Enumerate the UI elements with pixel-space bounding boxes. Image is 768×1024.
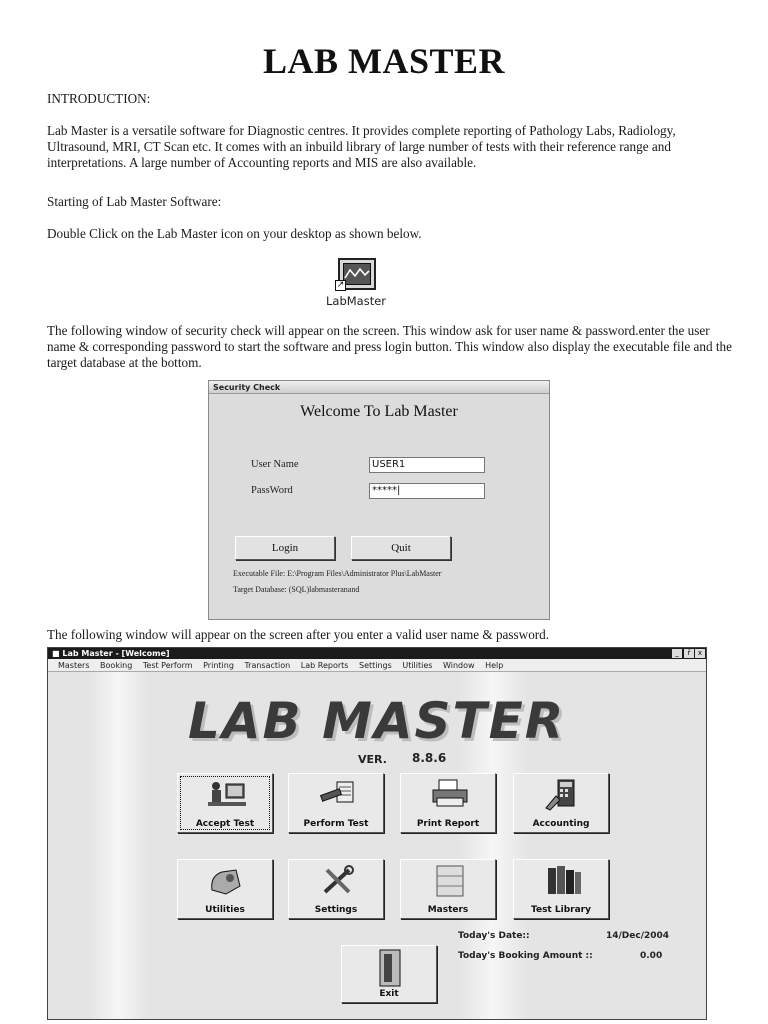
menu-help[interactable]: Help (485, 661, 504, 670)
tile-label: Exit (379, 989, 399, 999)
password-field[interactable]: *****| (369, 483, 485, 499)
wrench-icon (317, 864, 359, 898)
double-click-instruction: Double Click on the Lab Master icon on your desktop as shown below. (47, 226, 422, 241)
shortcut-arrow-icon: ↗ (336, 280, 345, 290)
password-label: PassWord (251, 485, 293, 496)
version-label: VER. (358, 753, 387, 766)
app-icon: ■ (52, 649, 63, 658)
lab-master-main-window (47, 647, 707, 1020)
menu-settings[interactable]: Settings (358, 661, 392, 670)
tile-label: Print Report (416, 819, 480, 829)
starting-heading: Starting of Lab Master Software: (47, 194, 222, 209)
perform-test-button[interactable] (288, 773, 384, 833)
todays-date-value: 14/Dec/2004 (606, 931, 670, 941)
restore-icon[interactable]: ř (684, 649, 694, 658)
tile-label: Accounting (532, 819, 590, 829)
lab-master-logo: LAB MASTER (188, 692, 566, 750)
security-instruction: The following window of security check will appear on the screen. This window ask for user name & password.enter the user name & corresponding password to start the software and press login button. This window also display the executable file and the target database at the bottom. (47, 323, 732, 370)
minimize-icon[interactable]: _ (672, 649, 682, 658)
tile-label: Settings (314, 905, 358, 915)
masters-button[interactable] (400, 859, 496, 919)
todays-date-label: Today's Date:: (458, 931, 530, 941)
exit-door-icon (370, 948, 412, 988)
utilities-icon (206, 864, 248, 898)
tile-label: Utilities (205, 905, 245, 915)
tile-label: Test Library (531, 905, 591, 915)
settings-button[interactable] (288, 859, 384, 919)
version-number: 8.8.6 (412, 751, 447, 765)
after-login-instruction: The following window will appear on the screen after you enter a valid user name & password. (47, 627, 550, 642)
booking-amount-value: 0.00 (640, 951, 663, 961)
accounting-button[interactable] (513, 773, 609, 833)
print-report-button[interactable] (400, 773, 496, 833)
username-field[interactable]: USER1 (369, 457, 485, 473)
welcome-heading: Welcome To Lab Master (300, 403, 458, 420)
menu-test-perform[interactable]: Test Perform (142, 661, 193, 670)
test-library-button[interactable] (513, 859, 609, 919)
menu-masters[interactable]: Masters (58, 661, 90, 670)
security-check-dialog (208, 380, 550, 620)
page-title: LAB MASTER (262, 41, 506, 81)
background-decoration (88, 672, 148, 1020)
menu-transaction[interactable]: Transaction (244, 661, 291, 670)
intro-heading: INTRODUCTION: (47, 91, 151, 106)
username-label: User Name (251, 459, 299, 470)
quit-button[interactable]: Quit (351, 536, 451, 560)
target-database-info: Target Database: (SQL)labmasteranand (233, 585, 360, 594)
menu-printing[interactable]: Printing (203, 661, 234, 670)
main-window-title-text: Lab Master - [Welcome] (62, 649, 170, 658)
menu-booking[interactable]: Booking (100, 661, 133, 670)
books-icon (542, 864, 584, 898)
dialog-title: Security Check (209, 381, 549, 394)
labmaster-desktop-icon[interactable] (320, 258, 392, 314)
tile-label: Perform Test (303, 819, 369, 829)
exit-button[interactable] (341, 945, 437, 1003)
login-button[interactable]: Login (235, 536, 335, 560)
menu-lab-reports[interactable]: Lab Reports (300, 661, 349, 670)
menu-utilities[interactable]: Utilities (402, 661, 433, 670)
test-tube-icon (317, 778, 359, 812)
booking-amount-label: Today's Booking Amount :: (458, 951, 593, 961)
main-window-title (48, 648, 706, 659)
tile-label: Accept Test (195, 819, 255, 829)
accept-test-button[interactable] (177, 773, 273, 833)
utilities-button[interactable] (177, 859, 273, 919)
person-at-computer-icon (206, 778, 248, 812)
menu-bar (48, 659, 706, 672)
intro-paragraph: Lab Master is a versatile software for Diagnostic centres. It provides complete reporting of Pathology Labs, Radiology, Ultrasound, MRI, CT Scan etc. It comes with an inbuild library of large number of tests with their reference range and interpretations. A large number of Accounting reports and MIS are also available. (47, 123, 676, 170)
close-icon[interactable]: x (695, 649, 705, 658)
executable-file-info: Executable File: E:\Program Files\Administrator Plus\LabMaster (233, 569, 442, 578)
tile-label: Masters (427, 905, 469, 915)
printer-icon (429, 778, 471, 812)
menu-window[interactable]: Window (443, 661, 475, 670)
desktop-icon-label: LabMaster (325, 294, 387, 308)
cabinet-icon (429, 864, 471, 898)
calculator-icon (542, 778, 584, 812)
